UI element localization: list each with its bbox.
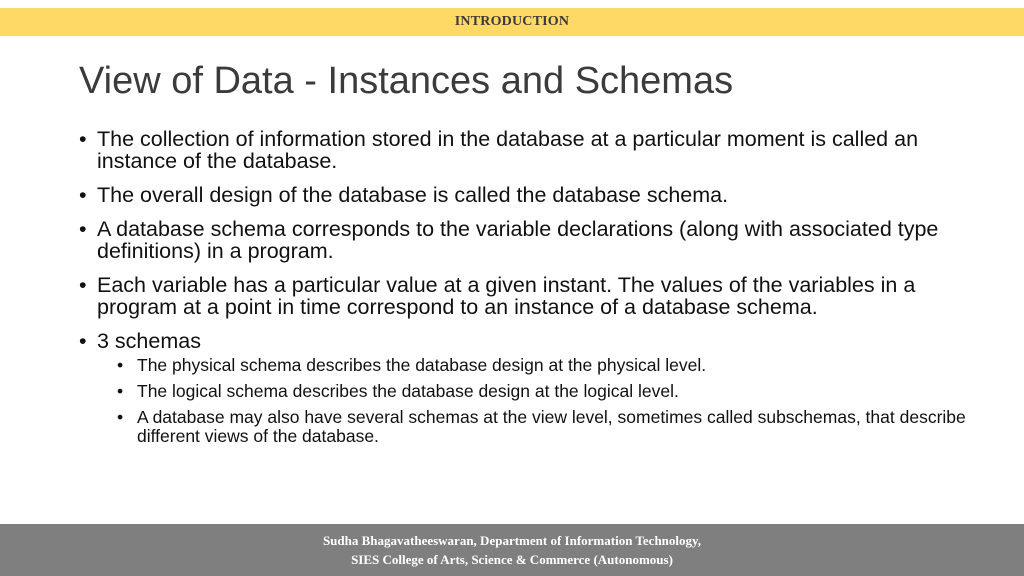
slide-content bbox=[79, 128, 979, 458]
bullet-text: 3 schemas bbox=[97, 329, 201, 353]
bullet-item: • The overall design of the database is called the database schema. bbox=[79, 184, 979, 206]
sub-bullet-list bbox=[117, 356, 979, 446]
bullet-list bbox=[79, 128, 979, 446]
sub-bullet-item: • The physical schema describes the database design at the physical level. bbox=[117, 356, 979, 375]
bullet-item: • The collection of information stored in the database at a particular moment is called an instance of the database. bbox=[79, 128, 979, 172]
bullet-item: • Each variable has a particular value at a given instant. The values of the variables in a program at a point in time correspond to an instance of a database schema. bbox=[79, 274, 979, 318]
sub-bullet-item: • The logical schema describes the database design at the logical level. bbox=[117, 382, 979, 401]
slide-title: View of Data - Instances and Schemas bbox=[79, 60, 734, 102]
sub-bullet-item: • A database may also have several schemas at the view level, sometimes called subschemas, that describe different views of the database. bbox=[117, 408, 979, 446]
bullet-item-schemas bbox=[79, 330, 979, 446]
bullet-item: • A database schema corresponds to the variable declarations (along with associated type definitions) in a program. bbox=[79, 218, 979, 262]
footer-author: Sudha Bhagavatheeswaran, Department of Information Technology, bbox=[322, 533, 702, 548]
header-bar bbox=[0, 8, 1024, 36]
footer-college: SIES College of Arts, Science & Commerce (Autonomous) bbox=[351, 552, 673, 567]
footer-bar bbox=[0, 524, 1024, 576]
section-label: INTRODUCTION bbox=[454, 14, 570, 29]
